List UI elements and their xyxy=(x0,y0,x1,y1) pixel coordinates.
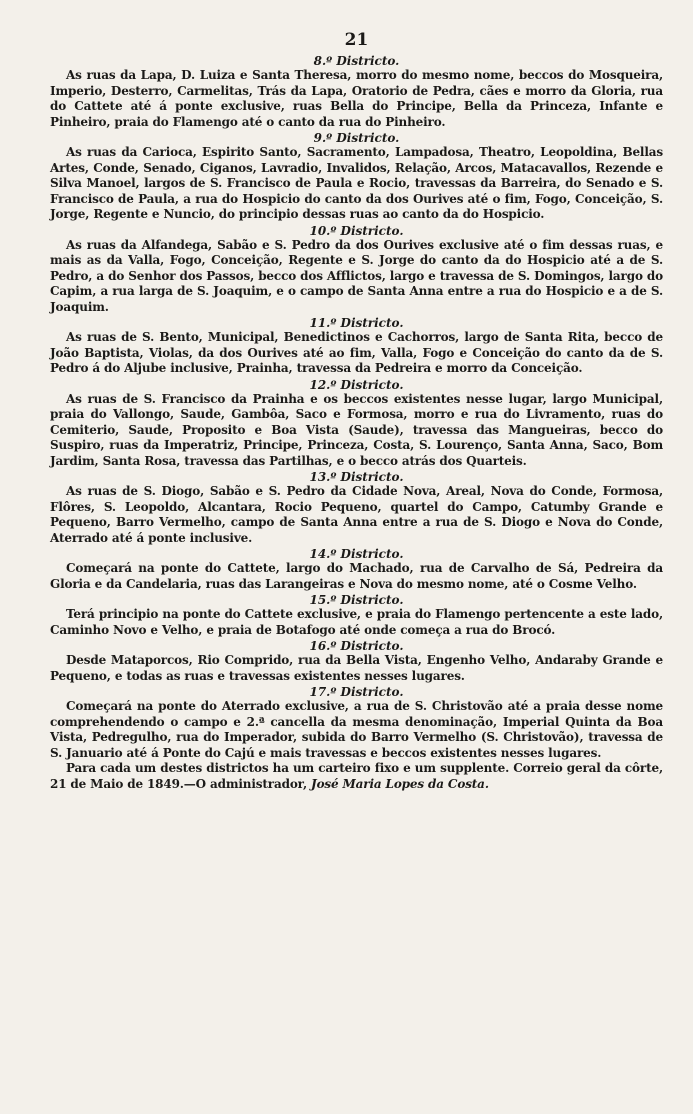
section-heading: 12.º Districto. xyxy=(309,377,404,392)
section-heading: 14.º Districto. xyxy=(309,547,404,561)
section-text: As ruas da Carioca, Espirito Santo, Sacramento, Lampadosa, Theatro, Leopoldina, Bellas Artes, Conde, Senado, Ciganos, Lavradio, Invalidos, Relação, Arcos, Matacavallos, Rezende e Silva Manoel, largos de S. Francisco de Paula e Rocio, travessas da Barreira, do Senado e S. Francisco de Paula, a rua do Hospicio do canto da dos Ourives até o fim, Fogo, Conceição, S. Jorge, Regente e Nuncio, do principio dessas ruas ao canto da do Hospicio. xyxy=(50,145,663,221)
section-text: Começará na ponte do Cattete, largo do Machado, rua de Carvalho de Sá, Pedreira da Gloria e da Candelaria, ruas das Larangeiras e Nova do mesmo nome, até o Cosme Velho. xyxy=(50,561,663,591)
section-heading: 11.º Districto. xyxy=(309,316,404,330)
section-heading: 13.º Districto. xyxy=(309,470,404,484)
section-text: Terá principio na ponte do Cattete exclusive, e praia do Flamengo pertencente a este lado, Caminho Novo e Velho, e praia de Botafogo até onde começa a rua do Brocó. xyxy=(50,607,663,637)
section-heading: 16.º Districto. xyxy=(309,639,404,653)
page-number: 21 xyxy=(344,30,369,50)
section-text: As ruas da Alfandega, Sabão e S. Pedro da dos Ourives exclusive até o fim dessas ruas, e mais as da Valla, Fogo, Conceição, Regente e S. Jorge do canto da do Hospicio até a de S. Pedro, a do Senhor dos Passos, becco dos Afflictos, largo e travessa de S. Domingos, largo do Capim, a rua larga de S. Joaquim, e o campo de Santa Anna entre a rua do Hospicio e a de S. Joaquim. xyxy=(50,237,663,314)
section-heading: 17.º Districto. xyxy=(309,685,404,699)
section-heading: 10.º Districto. xyxy=(309,223,404,238)
section-text: As ruas de S. Bento, Municipal, Benedictinos e Cachorros, largo de Santa Rita, becco de João Baptista, Violas, da dos Ourives até ao fim, Valla, Fogo e Conceição do canto da de S. Pedro á do Aljube inclusive, Prainha, travessa da Pedreira e morro da Conceição. xyxy=(50,330,663,375)
section-text: Começará na ponte do Aterrado exclusive, a rua de S. Christovão até a praia desse nome comprehendendo o campo e 2.ª cancella da mesma denominação, Imperial Quinta da Boa Vista, Pedregulho, rua do Imperador, subida do Barro Vermelho (S. Christovão), travessa de S. Januario até á Ponte do Cajú e mais travessas e beccos existentes nesses lugares. xyxy=(50,699,663,760)
section-heading: 15.º Districto. xyxy=(309,593,404,607)
section-text: As ruas da Lapa, D. Luiza e Santa Theresa, morro do mesmo nome, beccos do Mosqueira, Imperio, Desterro, Carmelitas, Trás da Lapa, Oratorio de Pedra, cães e morro da Gloria, rua do Cattete até á ponte exclusive, ruas Bella do Principe, Bella da Princeza, Infante e Pinheiro, praia do Flamengo até o canto da rua do Pinheiro. xyxy=(50,68,663,129)
section-heading: 9.º Districto. xyxy=(313,131,400,145)
section-heading: 8.º Districto. xyxy=(313,54,400,68)
section-text: As ruas de S. Francisco da Prainha e os beccos existentes nesse lugar, largo Municipal, praia do Vallongo, Saude, Gambôa, Saco e Formosa, morro e rua do Livramento, ruas do Cemiterio, Saude, Proposito e Boa Vista (Saude), travessa das Mangueiras, becco do Suspiro, ruas da Imperatriz, Principe, Princeza, Costa, S. Lourenço, Santa Anna, Saco, Bom Jardim, Santa Rosa, travessa das Partilhas, e o becco atrás dos Quarteis. xyxy=(50,391,663,468)
closing-text: Para cada um destes districtos ha um carteiro fixo e um supplente. Correio geral da côrte, 21 de Maio de 1849.—O administrador, xyxy=(50,761,663,791)
section-text: As ruas de S. Diogo, Sabão e S. Pedro da Cidade Nova, Areal, Nova do Conde, Formosa, Flôres, S. Leopoldo, Alcantara, Rocio Pequeno, quartel do Campo, Catumby Grande e Pequeno, Barro Vermelho, campo de Santa Anna entre a rua de S. Diogo e Nova do Conde, Aterrado até á ponte inclusive. xyxy=(50,484,663,545)
closing-paragraph xyxy=(50,761,663,792)
section-text: Desde Mataporcos, Rio Comprido, rua da Bella Vista, Engenho Velho, Andaraby Grande e Pequeno, e todas as ruas e travessas existentes nesses lugares. xyxy=(50,653,663,683)
signature: José Maria Lopes da Costa. xyxy=(311,776,489,791)
